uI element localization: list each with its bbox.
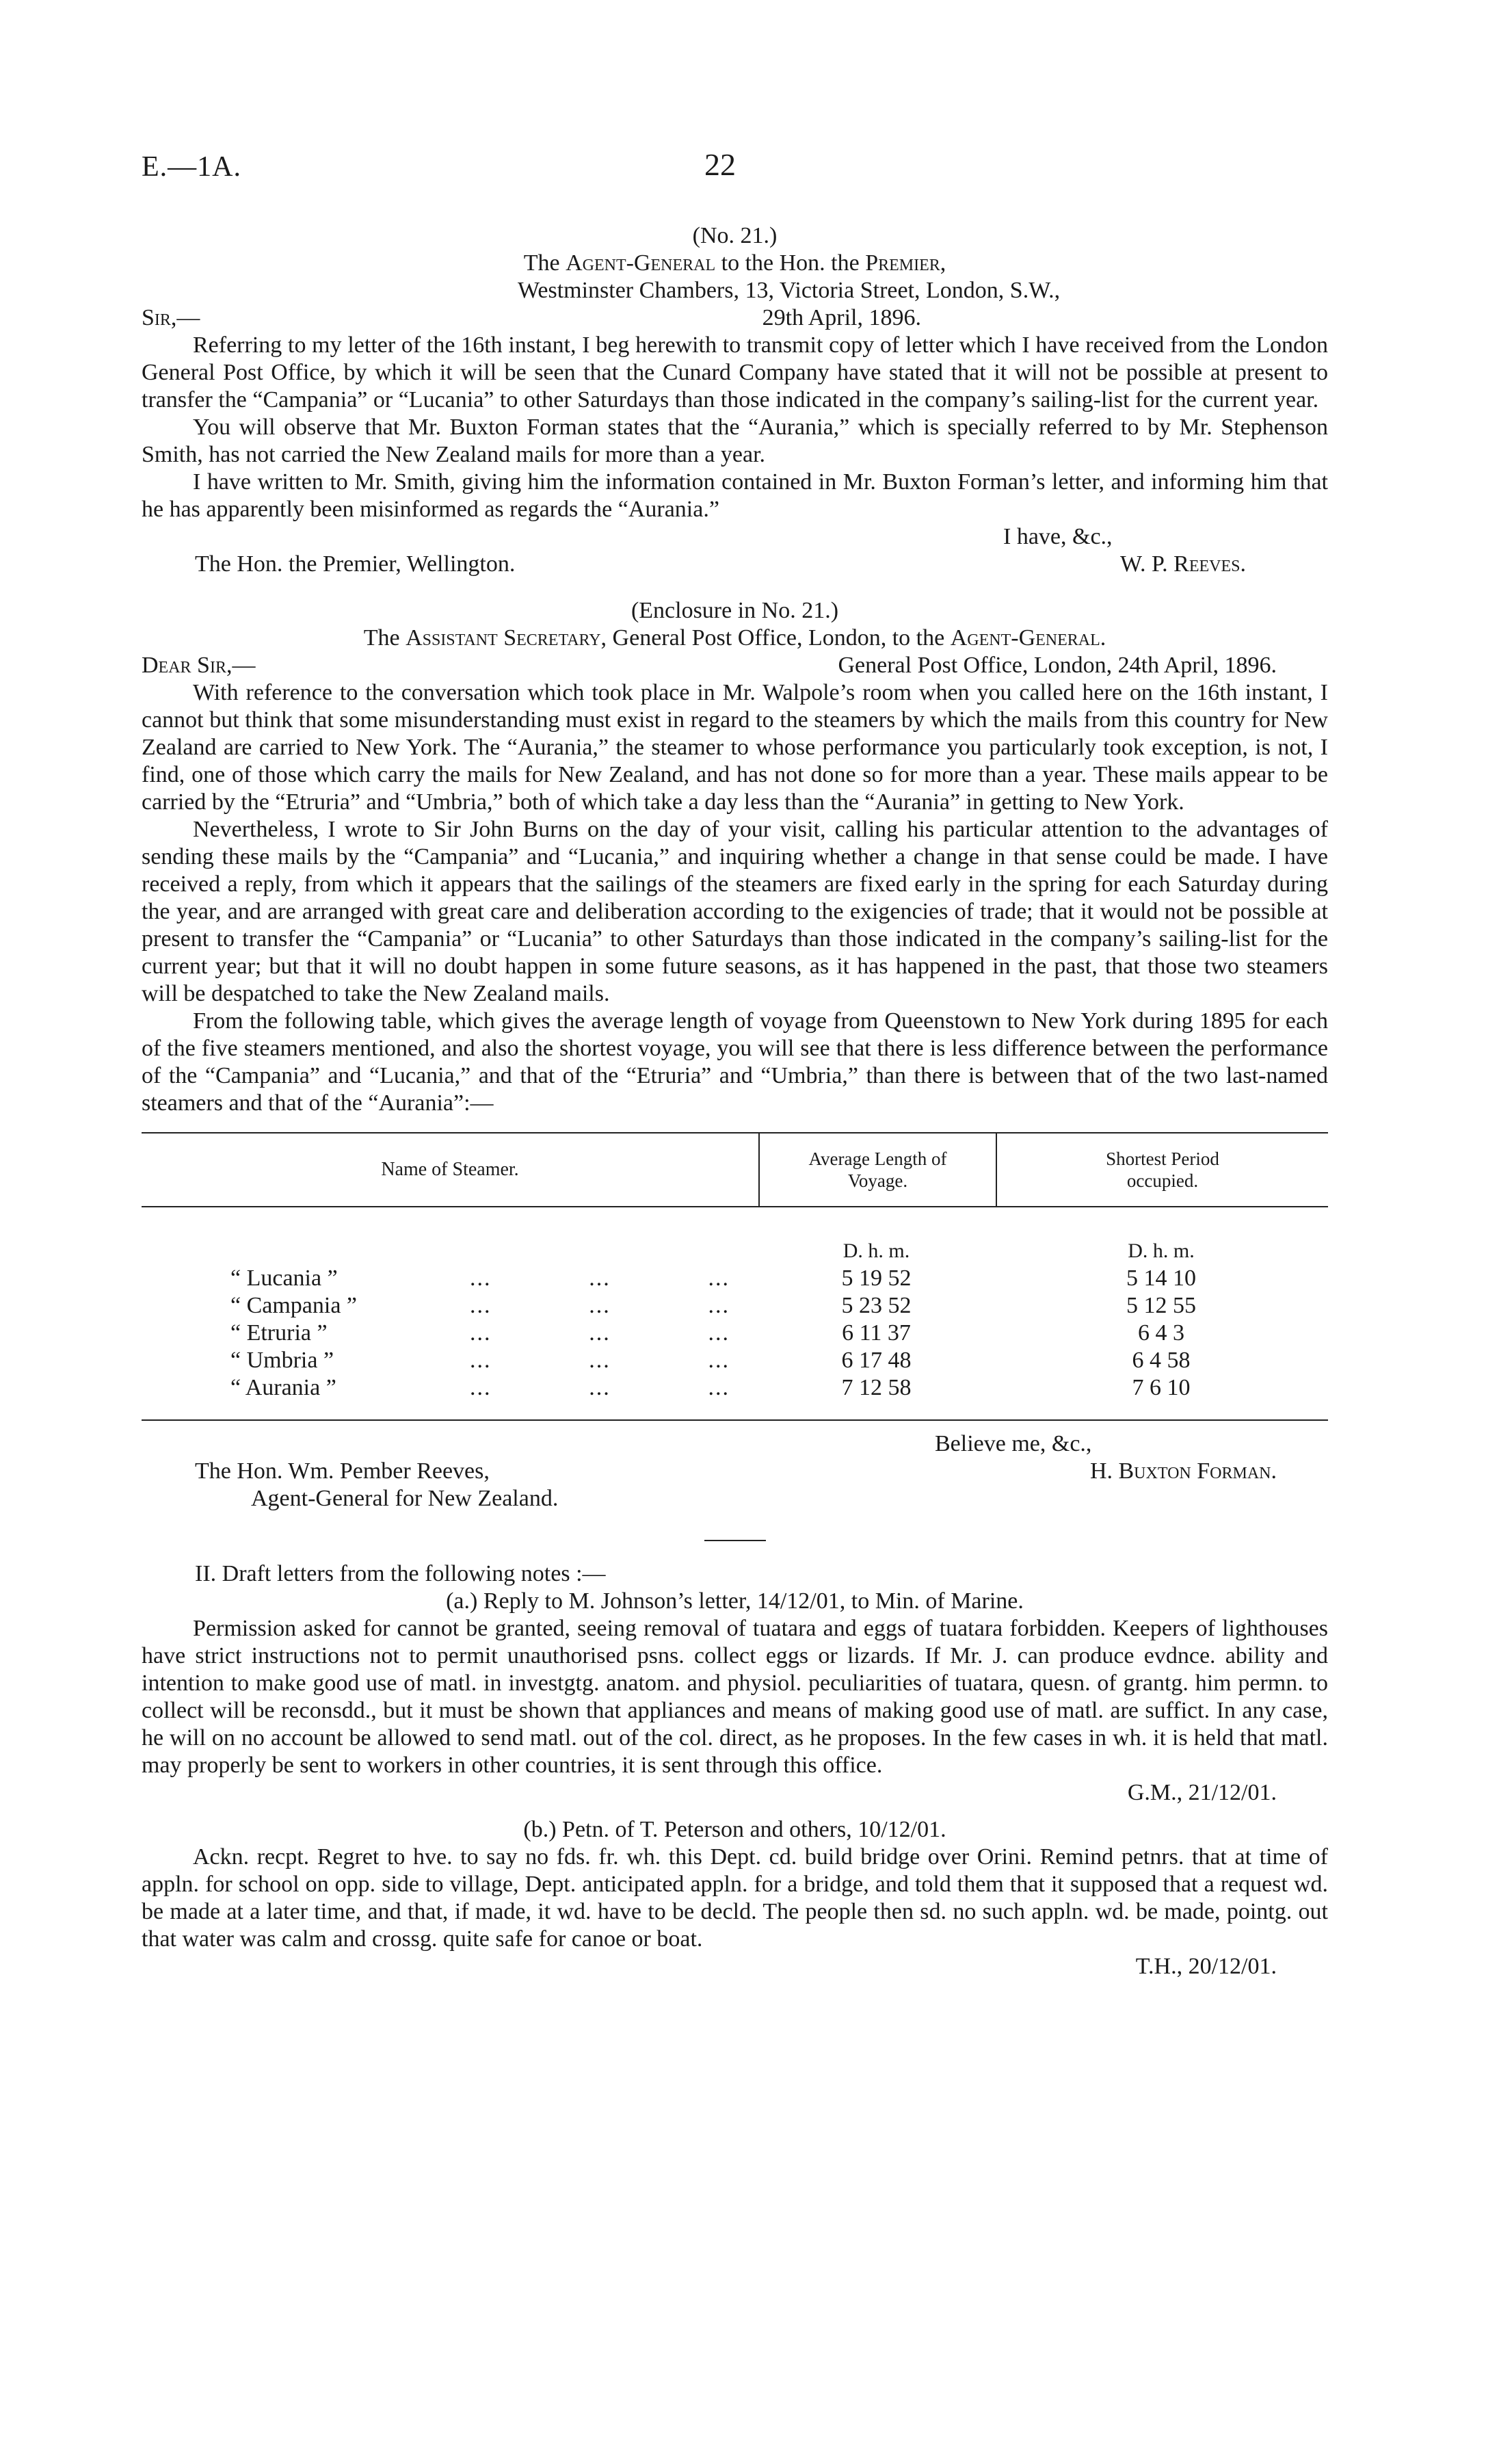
letter-addressee: The Hon. the Premier, Wellington. (195, 551, 516, 577)
letter-date: 29th April, 1896. (762, 305, 921, 330)
enclosure-recipient: Agent-General. (950, 625, 1106, 651)
letter-heading: The Agent-General to the Hon. the Premier, (523, 250, 946, 276)
enclosure-addressee-title: Agent-General for New Zealand. (251, 1486, 559, 1511)
salutation-line (142, 304, 1328, 332)
table-cell: 7 12 58 (841, 1375, 912, 1400)
header-name-of-steamer: Name of Steamer. (381, 1159, 519, 1180)
unit-label: D. h. m. (842, 1240, 910, 1262)
enclosure-closing: Believe me, &c., (935, 1431, 1092, 1456)
salutation: Sir,— (142, 305, 200, 330)
enclosure-address-date: General Post Office, London, 24th April, 1896. (838, 653, 1277, 678)
table-cell: 6 4 3 (1138, 1320, 1184, 1346)
unit-label: D. h. m. (1128, 1240, 1195, 1262)
table-cell: 6 11 37 (842, 1320, 911, 1346)
table-row: “ Campania ” ... ... ... (230, 1293, 730, 1318)
recipient: Premier, (865, 250, 946, 276)
document-body (142, 222, 1328, 1980)
enclosure-title: (Enclosure in No. 21.) (631, 598, 839, 623)
letter-closing: I have, &c., (1003, 524, 1113, 549)
table-row: “ Aurania ” ... ... ... (230, 1375, 730, 1400)
steamer-names-column (142, 1237, 758, 1402)
letter-number: (No. 21.) (692, 223, 778, 248)
table-row: “ Lucania ” ... ... ... (230, 1266, 730, 1291)
enclosure-signature: H. Buxton Forman. (1089, 1458, 1277, 1484)
letter-paragraph-3: I have written to Mr. Smith, giving him the information contained in Mr. Buxton Forman’s letter, and informing him that he has apparently been misinformed as regards the “Aurania.” (142, 469, 1328, 522)
sender: Agent-General (566, 250, 716, 276)
table-cell: 5 19 52 (841, 1266, 912, 1291)
enclosure-paragraph-1: With reference to the conversation which took place in Mr. Walpole’s room when you called here on the 16th instant, I cannot but think that some misunderstanding must exist in regard to the steamers by which the mails from this country for New Zealand are carried to New York. The “Aurania,” the steamer to whose performance you particularly took exception, is not, I find, one of those which carry the mails for New Zealand, and has not done so for more than a year. These mails appear to be carried by the “Etruria” and “Umbria,” both of which take a day less than the “Aurania” in getting to New York. (142, 680, 1328, 815)
average-length-column (758, 1237, 994, 1402)
table-body (142, 1207, 1328, 1419)
letter-signature-line (142, 551, 1328, 578)
table-cell: 6 4 58 (1132, 1348, 1191, 1373)
letter-paragraph-1: Referring to my letter of the 16th instant, I beg herewith to transmit copy of letter which I have received from the London General Post Office, by which it will be seen that the Cunard Company have stated that it will not be possible at present to transfer the “Campania” or “Lucania” to other Saturdays than those indicated in the company’s sailing-list for the current year. (142, 332, 1328, 412)
letter-paragraph-2: You will observe that Mr. Buxton Forman states that the “Aurania,” which is specially referred to by Mr. Stephenson Smith, has not carried the New Zealand mails for more than a year. (142, 415, 1328, 467)
enclosure-addressee: The Hon. Wm. Pember Reeves, (195, 1458, 490, 1484)
note-a-text: Permission asked for cannot be granted, seeing removal of tuatara and eggs of tuatara forbidden. Keepers of lighthouses have strict instructions not to permit unauthorised psns. collect eggs or lizards. If Mr. J. can produce evdnce. ability and intention to make good use of matl. in investgtg. anatom. and physiol. peculiarities of tuatara, quesn. of grantg. him permn. to collect will be reconsdd., but it must be shown that appliances and means of making good use of matl. are suffict. In any case, he will on no account be allowed to send matl. out of the col. direct, as he proposes. In the few cases in wh. it is held that matl. may properly be sent to workers in other countries, it is sent through this office. (142, 1616, 1328, 1778)
section-divider (704, 1540, 766, 1541)
table-row: “ Umbria ” ... ... ... (230, 1348, 730, 1373)
note-a-signature: G.M., 21/12/01. (1127, 1780, 1277, 1805)
shortest-period-column (994, 1237, 1328, 1402)
table-row: “ Etruria ” ... ... ... (230, 1320, 730, 1346)
note-b-text: Ackn. recpt. Regret to hve. to say no fds. fr. wh. this Dept. cd. build bridge over Orini. Remind petnrs. that at time of appln. for school on opp. side to village, Dept. anticipated appln. for a bridge, and told them that it supposed that a request wd. be made at a later time, and that, if made, it wd. have to be decld. The people then sd. no such appln. wd. be made, pointg. out that water was calm and crossg. quite safe for canoe or boat. (142, 1844, 1328, 1952)
header-shortest-period: Shortest Period occupied. (996, 1133, 1328, 1206)
note-a-title: (a.) Reply to M. Johnson’s letter, 14/12/01, to Min. of Marine. (446, 1588, 1024, 1614)
enclosure-heading: The Assistant Secretary, General Post Office, London, to the Agent-General. (363, 625, 1106, 651)
letter-address: Westminster Chambers, 13, Victoria Street, London, S.W., (518, 278, 1061, 303)
enclosure-paragraph-3: From the following table, which gives the average length of voyage from Queenstown to New York during 1895 for each of the five steamers mentioned, and also the shortest voyage, you will see that there is less difference between the performance of the “Campania” and “Lucania,” and that of the “Etruria” and “Umbria,” than there is between that of the two last-named steamers and that of the “Aurania”:— (142, 1008, 1328, 1116)
table-cell: 7 6 10 (1132, 1375, 1191, 1400)
page-number: 22 (704, 147, 736, 182)
enclosure-sender: Assistant Secretary, (406, 625, 607, 651)
table-header (142, 1133, 1328, 1207)
letter-signature: W. P. Reeves. (1120, 551, 1246, 577)
enclosure-signature-line (142, 1458, 1328, 1485)
table-cell: 5 14 10 (1126, 1266, 1196, 1291)
note-b-signature: T.H., 20/12/01. (1135, 1954, 1277, 1979)
header-average-length: Average Length of Voyage. (758, 1133, 996, 1206)
steamer-table (142, 1132, 1328, 1421)
table-cell: 6 17 48 (841, 1348, 912, 1373)
enclosure-paragraph-2: Nevertheless, I wrote to Sir John Burns on the day of your visit, calling his particular attention to the advantages of sending these mails by the “Campania” and “Lucania,” and inquiring whether a change in that sense could be made. I have received a reply, from which it appears that the sailings of the steamers are fixed early in the spring for each Saturday during the year, and are arranged with great care and deliberation according to the exigencies of trade; that it would not be possible at present to transfer the “Campania” or “Lucania” to other Saturdays than those indicated in the company’s sailing-list for the current year; but that it will no doubt happen in some future seasons, as it has happened in the past, that those two steamers will be despatched to take the New Zealand mails. (142, 817, 1328, 1006)
enclosure-salutation-line (142, 652, 1328, 679)
table-cell: 5 23 52 (841, 1293, 912, 1318)
section-title: II. Draft letters from the following notes :— (195, 1561, 606, 1586)
note-b-title: (b.) Petn. of T. Peterson and others, 10/12/01. (523, 1817, 946, 1842)
enclosure-salutation: Dear Sir,— (142, 653, 256, 678)
document-reference: E.—1A. (142, 151, 241, 183)
table-cell: 5 12 55 (1126, 1293, 1196, 1318)
